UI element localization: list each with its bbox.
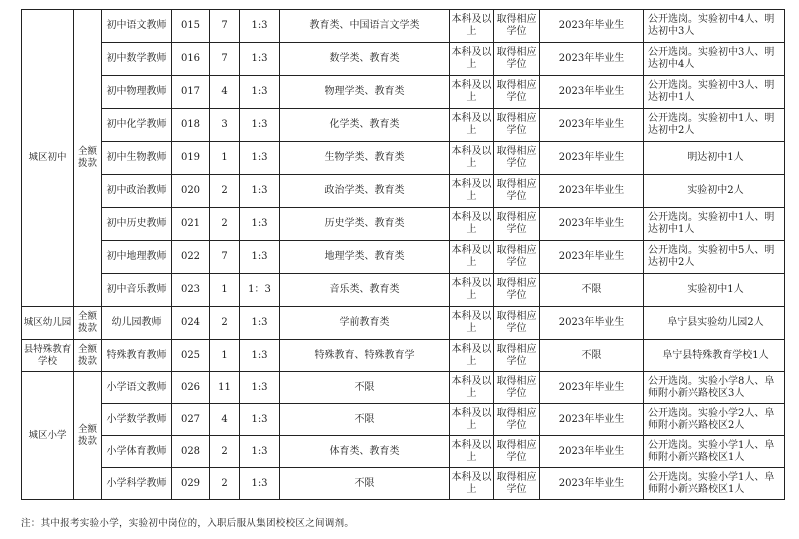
post-code-cell: 017 bbox=[172, 76, 210, 109]
hire-count-cell: 2 bbox=[210, 307, 240, 340]
post-allocation-cell: 公开选岗。实验小学8人、阜师附小新兴路校区3人 bbox=[644, 372, 785, 404]
exam-ratio-cell: 1:3 bbox=[240, 109, 280, 142]
post-allocation-cell: 公开选岗。实验初中3人、明达初中1人 bbox=[644, 76, 785, 109]
graduate-requirement-cell: 不限 bbox=[540, 340, 644, 372]
unit-name-cell: 城区幼儿园 bbox=[22, 307, 74, 340]
post-name-cell: 初中数学教师 bbox=[102, 43, 172, 76]
major-requirement-cell: 地理学类、教育类 bbox=[280, 241, 450, 274]
post-code-cell: 018 bbox=[172, 109, 210, 142]
degree-requirement-cell: 取得相应学位 bbox=[494, 468, 540, 500]
hire-count-cell: 1 bbox=[210, 142, 240, 175]
hire-count-cell: 1 bbox=[210, 340, 240, 372]
degree-requirement-cell: 取得相应学位 bbox=[494, 436, 540, 468]
degree-requirement-cell: 取得相应学位 bbox=[494, 404, 540, 436]
education-requirement-cell: 本科及以上 bbox=[450, 468, 494, 500]
table-row bbox=[22, 340, 785, 372]
education-requirement-cell: 本科及以上 bbox=[450, 175, 494, 208]
exam-ratio-cell: 1:3 bbox=[240, 436, 280, 468]
exam-ratio-cell: 1:3 bbox=[240, 175, 280, 208]
degree-requirement-cell: 取得相应学位 bbox=[494, 10, 540, 43]
degree-requirement-cell: 取得相应学位 bbox=[494, 372, 540, 404]
major-requirement-cell: 不限 bbox=[280, 372, 450, 404]
table-row bbox=[22, 372, 785, 404]
table-row bbox=[22, 175, 785, 208]
post-name-cell: 特殊教育教师 bbox=[102, 340, 172, 372]
funding-type-cell: 全额拨款 bbox=[74, 372, 102, 500]
table-row bbox=[22, 274, 785, 307]
post-code-cell: 026 bbox=[172, 372, 210, 404]
graduate-requirement-cell: 2023年毕业生 bbox=[540, 404, 644, 436]
post-name-cell: 初中化学教师 bbox=[102, 109, 172, 142]
major-requirement-cell: 特殊教育、特殊教育学 bbox=[280, 340, 450, 372]
hire-count-cell: 2 bbox=[210, 436, 240, 468]
post-allocation-cell: 实验初中1人 bbox=[644, 274, 785, 307]
hire-count-cell: 11 bbox=[210, 372, 240, 404]
post-code-cell: 019 bbox=[172, 142, 210, 175]
major-requirement-cell: 学前教育类 bbox=[280, 307, 450, 340]
education-requirement-cell: 本科及以上 bbox=[450, 307, 494, 340]
degree-requirement-cell: 取得相应学位 bbox=[494, 175, 540, 208]
graduate-requirement-cell: 2023年毕业生 bbox=[540, 436, 644, 468]
hire-count-cell: 4 bbox=[210, 404, 240, 436]
education-requirement-cell: 本科及以上 bbox=[450, 340, 494, 372]
major-requirement-cell: 体育类、教育类 bbox=[280, 436, 450, 468]
graduate-requirement-cell: 不限 bbox=[540, 274, 644, 307]
post-allocation-cell: 实验初中2人 bbox=[644, 175, 785, 208]
exam-ratio-cell: 1:3 bbox=[240, 241, 280, 274]
post-name-cell: 初中历史教师 bbox=[102, 208, 172, 241]
degree-requirement-cell: 取得相应学位 bbox=[494, 142, 540, 175]
post-allocation-cell: 阜宁县实验幼儿园2人 bbox=[644, 307, 785, 340]
major-requirement-cell: 化学类、教育类 bbox=[280, 109, 450, 142]
hire-count-cell: 2 bbox=[210, 175, 240, 208]
post-name-cell: 初中生物教师 bbox=[102, 142, 172, 175]
table-row bbox=[22, 404, 785, 436]
degree-requirement-cell: 取得相应学位 bbox=[494, 307, 540, 340]
graduate-requirement-cell: 2023年毕业生 bbox=[540, 10, 644, 43]
education-requirement-cell: 本科及以上 bbox=[450, 109, 494, 142]
hire-count-cell: 7 bbox=[210, 43, 240, 76]
education-requirement-cell: 本科及以上 bbox=[450, 241, 494, 274]
post-name-cell: 小学体育教师 bbox=[102, 436, 172, 468]
table-row bbox=[22, 241, 785, 274]
education-requirement-cell: 本科及以上 bbox=[450, 404, 494, 436]
degree-requirement-cell: 取得相应学位 bbox=[494, 109, 540, 142]
footnote: 注：其中报考实验小学，实验初中岗位的，入职后服从集团校校区之间调剂。 bbox=[21, 518, 355, 529]
graduate-requirement-cell: 2023年毕业生 bbox=[540, 372, 644, 404]
exam-ratio-cell: 1:3 bbox=[240, 468, 280, 500]
table-row bbox=[22, 307, 785, 340]
post-name-cell: 初中政治教师 bbox=[102, 175, 172, 208]
post-allocation-cell: 公开选岗。实验初中5人、明达初中2人 bbox=[644, 241, 785, 274]
exam-ratio-cell: 1:3 bbox=[240, 307, 280, 340]
table-row bbox=[22, 208, 785, 241]
graduate-requirement-cell: 2023年毕业生 bbox=[540, 109, 644, 142]
hire-count-cell: 4 bbox=[210, 76, 240, 109]
major-requirement-cell: 教育类、中国语言文学类 bbox=[280, 10, 450, 43]
table-row bbox=[22, 109, 785, 142]
major-requirement-cell: 不限 bbox=[280, 468, 450, 500]
post-allocation-cell: 公开选岗。实验小学1人、阜师附小新兴路校区1人 bbox=[644, 468, 785, 500]
major-requirement-cell: 不限 bbox=[280, 404, 450, 436]
post-code-cell: 015 bbox=[172, 10, 210, 43]
exam-ratio-cell: 1：3 bbox=[240, 274, 280, 307]
major-requirement-cell: 物理学类、教育类 bbox=[280, 76, 450, 109]
graduate-requirement-cell: 2023年毕业生 bbox=[540, 241, 644, 274]
major-requirement-cell: 生物学类、教育类 bbox=[280, 142, 450, 175]
unit-name-cell: 城区初中 bbox=[22, 10, 74, 307]
post-name-cell: 小学数学教师 bbox=[102, 404, 172, 436]
post-code-cell: 024 bbox=[172, 307, 210, 340]
post-allocation-cell: 公开选岗。实验初中1人、明达初中1人 bbox=[644, 208, 785, 241]
post-code-cell: 023 bbox=[172, 274, 210, 307]
recruitment-table bbox=[21, 9, 785, 500]
post-code-cell: 016 bbox=[172, 43, 210, 76]
post-allocation-cell: 公开选岗。实验初中1人、明达初中2人 bbox=[644, 109, 785, 142]
graduate-requirement-cell: 2023年毕业生 bbox=[540, 468, 644, 500]
table-row bbox=[22, 468, 785, 500]
hire-count-cell: 7 bbox=[210, 241, 240, 274]
post-allocation-cell: 公开选岗。实验初中4人、明达初中3人 bbox=[644, 10, 785, 43]
post-name-cell: 初中地理教师 bbox=[102, 241, 172, 274]
education-requirement-cell: 本科及以上 bbox=[450, 436, 494, 468]
hire-count-cell: 3 bbox=[210, 109, 240, 142]
degree-requirement-cell: 取得相应学位 bbox=[494, 208, 540, 241]
post-code-cell: 020 bbox=[172, 175, 210, 208]
graduate-requirement-cell: 2023年毕业生 bbox=[540, 76, 644, 109]
table-body bbox=[22, 10, 785, 500]
table-row bbox=[22, 436, 785, 468]
post-allocation-cell: 公开选岗。实验初中3人、明达初中4人 bbox=[644, 43, 785, 76]
education-requirement-cell: 本科及以上 bbox=[450, 208, 494, 241]
post-name-cell: 初中语文教师 bbox=[102, 10, 172, 43]
post-code-cell: 022 bbox=[172, 241, 210, 274]
exam-ratio-cell: 1:3 bbox=[240, 340, 280, 372]
degree-requirement-cell: 取得相应学位 bbox=[494, 274, 540, 307]
graduate-requirement-cell: 2023年毕业生 bbox=[540, 208, 644, 241]
hire-count-cell: 1 bbox=[210, 274, 240, 307]
graduate-requirement-cell: 2023年毕业生 bbox=[540, 142, 644, 175]
unit-name-cell: 城区小学 bbox=[22, 372, 74, 500]
exam-ratio-cell: 1:3 bbox=[240, 372, 280, 404]
degree-requirement-cell: 取得相应学位 bbox=[494, 43, 540, 76]
education-requirement-cell: 本科及以上 bbox=[450, 76, 494, 109]
education-requirement-cell: 本科及以上 bbox=[450, 372, 494, 404]
post-allocation-cell: 阜宁县特殊教育学校1人 bbox=[644, 340, 785, 372]
graduate-requirement-cell: 2023年毕业生 bbox=[540, 307, 644, 340]
degree-requirement-cell: 取得相应学位 bbox=[494, 241, 540, 274]
hire-count-cell: 2 bbox=[210, 468, 240, 500]
major-requirement-cell: 数学类、教育类 bbox=[280, 43, 450, 76]
table-row bbox=[22, 142, 785, 175]
exam-ratio-cell: 1:3 bbox=[240, 43, 280, 76]
post-name-cell: 初中物理教师 bbox=[102, 76, 172, 109]
post-code-cell: 029 bbox=[172, 468, 210, 500]
exam-ratio-cell: 1:3 bbox=[240, 76, 280, 109]
funding-type-cell: 全额拨款 bbox=[74, 10, 102, 307]
post-name-cell: 初中音乐教师 bbox=[102, 274, 172, 307]
post-allocation-cell: 明达初中1人 bbox=[644, 142, 785, 175]
post-allocation-cell: 公开选岗。实验小学1人、阜师附小新兴路校区1人 bbox=[644, 436, 785, 468]
major-requirement-cell: 历史学类、教育类 bbox=[280, 208, 450, 241]
table-row bbox=[22, 76, 785, 109]
exam-ratio-cell: 1:3 bbox=[240, 208, 280, 241]
post-name-cell: 小学科学教师 bbox=[102, 468, 172, 500]
exam-ratio-cell: 1:3 bbox=[240, 142, 280, 175]
post-name-cell: 幼儿园教师 bbox=[102, 307, 172, 340]
degree-requirement-cell: 取得相应学位 bbox=[494, 76, 540, 109]
degree-requirement-cell: 取得相应学位 bbox=[494, 340, 540, 372]
graduate-requirement-cell: 2023年毕业生 bbox=[540, 43, 644, 76]
major-requirement-cell: 政治学类、教育类 bbox=[280, 175, 450, 208]
funding-type-cell: 全额拨款 bbox=[74, 307, 102, 340]
unit-name-cell: 县特殊教育学校 bbox=[22, 340, 74, 372]
funding-type-cell: 全额拨款 bbox=[74, 340, 102, 372]
exam-ratio-cell: 1:3 bbox=[240, 10, 280, 43]
education-requirement-cell: 本科及以上 bbox=[450, 142, 494, 175]
education-requirement-cell: 本科及以上 bbox=[450, 10, 494, 43]
hire-count-cell: 7 bbox=[210, 10, 240, 43]
post-code-cell: 028 bbox=[172, 436, 210, 468]
post-code-cell: 025 bbox=[172, 340, 210, 372]
table-row bbox=[22, 43, 785, 76]
post-allocation-cell: 公开选岗。实验小学2人、阜师附小新兴路校区2人 bbox=[644, 404, 785, 436]
education-requirement-cell: 本科及以上 bbox=[450, 43, 494, 76]
education-requirement-cell: 本科及以上 bbox=[450, 274, 494, 307]
major-requirement-cell: 音乐类、教育类 bbox=[280, 274, 450, 307]
post-code-cell: 027 bbox=[172, 404, 210, 436]
post-code-cell: 021 bbox=[172, 208, 210, 241]
table-row bbox=[22, 10, 785, 43]
exam-ratio-cell: 1:3 bbox=[240, 404, 280, 436]
graduate-requirement-cell: 2023年毕业生 bbox=[540, 175, 644, 208]
hire-count-cell: 2 bbox=[210, 208, 240, 241]
post-name-cell: 小学语文教师 bbox=[102, 372, 172, 404]
